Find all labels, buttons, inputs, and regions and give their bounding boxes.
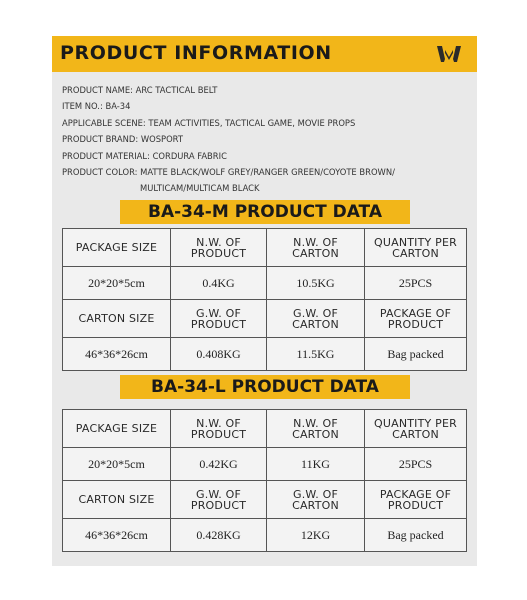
table-cell: 12KG [267,519,365,552]
table-cell: N.W. OF PRODUCT [171,410,267,448]
info-key: PRODUCT COLOR: [62,166,138,177]
table-cell: 0.408KG [171,338,267,371]
table-cell: QUANTITY PER CARTON [365,410,467,448]
section-title-ba-34-m: BA-34-M PRODUCT DATA [120,200,410,224]
info-value: ARC TACTICAL BELT [135,85,218,95]
info-line-applicable-scene [62,115,462,131]
info-line-item-no [62,98,462,114]
info-key: PRODUCT NAME: [62,85,133,95]
info-key: PRODUCT BRAND: [62,134,139,145]
table-cell: 0.4KG [171,267,267,300]
info-key: APPLICABLE SCENE: [62,117,146,128]
table-row [63,267,467,300]
table-row [63,448,467,481]
table-cell: 0.428KG [171,519,267,552]
table-cell: 11KG [267,448,365,481]
table-cell: 46*36*26cm [63,519,171,552]
table-cell: N.W. OF PRODUCT [171,229,267,267]
table-cell: N.W. OF CARTON [267,229,365,267]
table-cell: QUANTITY PER CARTON [365,229,467,267]
info-line-product-material [62,148,462,164]
table-header-row [63,229,467,267]
table-cell: 10.5KG [267,267,365,300]
info-value: BA-34 [105,101,131,112]
table-cell: 25PCS [365,448,467,481]
table-row [63,519,467,552]
table-cell: CARTON SIZE [63,481,171,519]
table-cell: 20*20*5cm [63,267,171,300]
info-line-product-color [62,164,462,180]
table-row [63,338,467,371]
table-header-row [63,410,467,448]
table-cell: 11.5KG [267,338,365,371]
info-line-product-color-continued: MULTICAM/MULTICAM BLACK [140,183,260,194]
table-cell: PACKAGE OF PRODUCT [365,300,467,338]
product-data-table-ba-34-l [62,409,467,552]
info-value: MATTE BLACK/WOLF GREY/RANGER GREEN/COYOTE BROWN/ [140,166,395,177]
table-cell: Bag packed [365,338,467,371]
page-title: PRODUCT INFORMATION [60,42,332,64]
table-cell: PACKAGE OF PRODUCT [365,481,467,519]
table-header-row [63,300,467,338]
info-key: ITEM NO.: [62,101,103,112]
table-cell: 25PCS [365,267,467,300]
table-cell: CARTON SIZE [63,300,171,338]
table-cell: PACKAGE SIZE [63,229,171,267]
info-key: PRODUCT MATERIAL: [62,150,150,161]
info-value: WOSPORT [140,134,183,145]
wosport-logo-icon [436,44,462,64]
table-cell: 0.42KG [171,448,267,481]
table-cell: 20*20*5cm [63,448,171,481]
product-data-table-ba-34-m [62,228,467,371]
table-cell: N.W. OF CARTON [267,410,365,448]
table-cell: 46*36*26cm [63,338,171,371]
product-info-list [62,82,462,197]
info-value: CORDURA FABRIC [152,150,227,161]
info-value: TEAM ACTIVITIES, TACTICAL GAME, MOVIE PROPS [148,117,356,128]
table-header-row [63,481,467,519]
info-line-product-name [62,82,462,98]
table-cell: G.W. OF CARTON [267,481,365,519]
table-cell: G.W. OF CARTON [267,300,365,338]
table-cell: Bag packed [365,519,467,552]
table-cell: PACKAGE SIZE [63,410,171,448]
table-cell: G.W. OF PRODUCT [171,481,267,519]
table-cell: G.W. OF PRODUCT [171,300,267,338]
info-line-product-brand [62,131,462,147]
section-title-ba-34-l: BA-34-L PRODUCT DATA [120,375,410,399]
